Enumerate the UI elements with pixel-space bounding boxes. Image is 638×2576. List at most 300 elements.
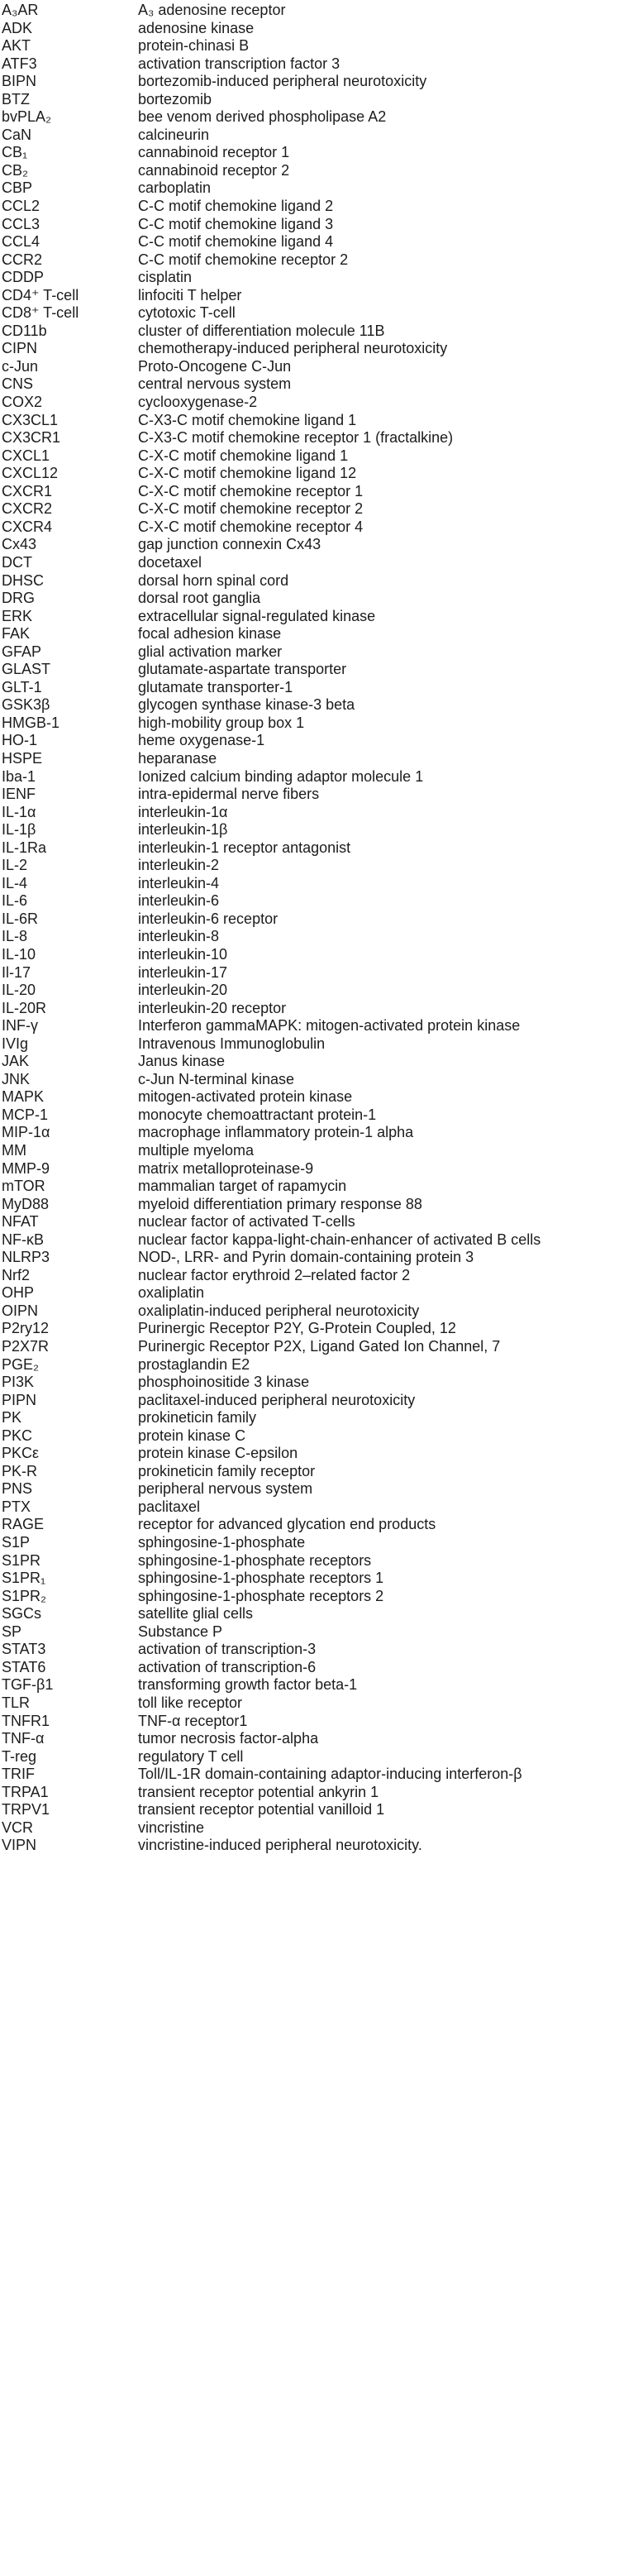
abbreviation-term: CD11b [2, 322, 47, 339]
abbreviation-term: RAGE [2, 1516, 45, 1533]
abbreviation-definition: monocyte chemoattractant protein-1 [138, 1106, 377, 1123]
abbreviation-definition: mammalian target of rapamycin [138, 1178, 347, 1195]
abbreviation-definition: cannabinoid receptor 1 [138, 144, 290, 161]
abbreviation-row [0, 198, 638, 216]
abbreviation-row [0, 1427, 638, 1446]
abbreviation-row [0, 162, 638, 180]
abbreviation-definition: paclitaxel-induced peripheral neurotoxicity [138, 1391, 416, 1408]
abbreviation-row [0, 55, 638, 74]
abbreviation-term: IL-8 [2, 928, 28, 945]
abbreviation-definition: C-X-C motif chemokine receptor 4 [138, 518, 364, 535]
abbreviation-term: HO-1 [2, 732, 38, 749]
abbreviation-term: mTOR [2, 1178, 45, 1195]
abbreviation-term: GFAP [2, 643, 42, 660]
abbreviation-term: CNS [2, 375, 34, 393]
abbreviation-definition: bortezomib-induced peripheral neurotoxicity [138, 73, 427, 90]
abbreviation-definition: nuclear factor erythroid 2–related factor 2 [138, 1266, 411, 1283]
abbreviation-definition: bortezomib [138, 90, 212, 108]
abbreviation-definition: high-mobility group box 1 [138, 714, 305, 731]
abbreviation-term: CXCR1 [2, 482, 53, 499]
abbreviation-term: OIPN [2, 1302, 39, 1319]
abbreviation-term: P2ry12 [2, 1320, 50, 1337]
abbreviation-term: PI3K [2, 1374, 35, 1391]
abbreviation-row [0, 1231, 638, 1250]
abbreviation-term: MAPK [2, 1088, 45, 1106]
abbreviation-row [0, 1267, 638, 1285]
abbreviation-definition: dorsal horn spinal cord [138, 571, 289, 589]
abbreviation-definition: prokineticin family receptor [138, 1462, 316, 1479]
abbreviation-row [0, 786, 638, 804]
abbreviation-row [0, 233, 638, 251]
abbreviation-term: HSPE [2, 749, 43, 767]
abbreviation-term: GLT-1 [2, 678, 42, 695]
abbreviation-row [0, 892, 638, 910]
abbreviation-row [0, 412, 638, 430]
abbreviation-term: NF-κB [2, 1231, 44, 1248]
abbreviation-definition: C-X-C motif chemokine ligand 1 [138, 447, 349, 464]
abbreviation-definition: mitogen-activated protein kinase [138, 1088, 353, 1106]
abbreviation-row [0, 857, 638, 875]
abbreviation-row [0, 1374, 638, 1392]
abbreviation-row [0, 572, 638, 590]
abbreviation-definition: Substance P [138, 1623, 223, 1640]
abbreviation-row [0, 1641, 638, 1659]
abbreviation-definition: protein-chinasi B [138, 37, 250, 55]
abbreviation-row [0, 1392, 638, 1410]
abbreviation-definition: prostaglandin E2 [138, 1355, 250, 1373]
abbreviation-row [0, 1784, 638, 1802]
abbreviation-row [0, 2, 638, 20]
abbreviation-term: IL-4 [2, 874, 28, 891]
abbreviation-term: IL-2 [2, 857, 28, 874]
abbreviation-definition: cannabinoid receptor 2 [138, 161, 290, 179]
abbreviation-definition: prokineticin family [138, 1409, 257, 1427]
abbreviation-term: TRIF [2, 1766, 35, 1783]
abbreviation-term: HMGB-1 [2, 714, 60, 731]
abbreviation-row [0, 750, 638, 768]
abbreviation-term: NFAT [2, 1213, 39, 1231]
abbreviation-definition: bee venom derived phospholipase A2 [138, 108, 387, 126]
abbreviation-definition: dorsal root ganglia [138, 590, 261, 607]
abbreviation-definition: c-Jun N-terminal kinase [138, 1070, 295, 1087]
abbreviation-term: PK [2, 1409, 22, 1427]
abbreviation-row [0, 982, 638, 1000]
abbreviation-definition: sphingosine-1-phosphate [138, 1534, 306, 1551]
abbreviation-term: CX3CR1 [2, 429, 61, 447]
abbreviation-term: GLAST [2, 661, 51, 678]
abbreviation-row [0, 964, 638, 982]
abbreviation-definition: glycogen synthase kinase-3 beta [138, 696, 355, 714]
abbreviation-term: TNFR1 [2, 1712, 50, 1729]
abbreviation-definition: transient receptor potential vanilloid 1 [138, 1801, 385, 1818]
abbreviation-definition: vincristine-induced peripheral neurotoxicity. [138, 1837, 422, 1854]
abbreviation-row [0, 1463, 638, 1481]
abbreviation-definition: macrophage inflammatory protein-1 alpha [138, 1124, 414, 1141]
abbreviation-definition: cluster of differentiation molecule 11B [138, 322, 385, 339]
abbreviation-definition: Ionized calcium binding adaptor molecule 1 [138, 767, 424, 785]
abbreviation-row [0, 269, 638, 287]
abbreviation-definition: C-X-C motif chemokine ligand 12 [138, 465, 357, 482]
abbreviation-row [0, 1284, 638, 1302]
abbreviation-term: IL-20R [2, 999, 47, 1016]
abbreviation-row [0, 1302, 638, 1321]
abbreviation-definition: sphingosine-1-phosphate receptors 2 [138, 1587, 384, 1604]
abbreviation-term: DHSC [2, 571, 45, 589]
abbreviation-definition: cisplatin [138, 269, 193, 286]
abbreviation-row [0, 1017, 638, 1035]
abbreviation-definition: activation of transcription-6 [138, 1658, 317, 1675]
abbreviation-term: Il-17 [2, 963, 31, 981]
abbreviation-row [0, 1659, 638, 1677]
abbreviation-term: CaN [2, 126, 32, 143]
abbreviation-row [0, 946, 638, 964]
abbreviation-row [0, 928, 638, 946]
abbreviation-row [0, 20, 638, 38]
abbreviation-definition: interleukin-17 [138, 963, 228, 981]
abbreviation-term: bvPLA₂ [2, 108, 52, 126]
abbreviation-definition: activation of transcription-3 [138, 1641, 317, 1658]
abbreviation-row [0, 1035, 638, 1054]
abbreviation-row [0, 1142, 638, 1160]
abbreviation-row [0, 554, 638, 572]
abbreviation-definition: interleukin-1β [138, 821, 228, 839]
abbreviation-definition: protein kinase C [138, 1427, 246, 1444]
abbreviation-term: IL-6R [2, 910, 39, 927]
abbreviation-definition: sphingosine-1-phosphate receptors [138, 1551, 372, 1569]
abbreviation-term: IENF [2, 786, 36, 803]
abbreviation-row [0, 358, 638, 376]
abbreviation-term: GSK3β [2, 696, 50, 714]
abbreviation-definition: NOD-, LRR- and Pyrin domain-containing protein 3 [138, 1249, 474, 1266]
abbreviation-row [0, 37, 638, 55]
abbreviation-definition: central nervous system [138, 375, 292, 393]
abbreviation-definition: linfociti T helper [138, 286, 242, 303]
abbreviation-term: S1P [2, 1534, 31, 1551]
abbreviation-row [0, 839, 638, 858]
abbreviation-definition: focal adhesion kinase [138, 625, 282, 643]
abbreviation-row [0, 1178, 638, 1196]
abbreviation-term: TNF-α [2, 1730, 45, 1747]
abbreviation-definition: Toll/IL-1R domain-containing adaptor-inducing interferon-β [138, 1766, 522, 1783]
abbreviation-definition: heme oxygenase-1 [138, 732, 265, 749]
abbreviation-term: TLR [2, 1694, 31, 1711]
abbreviation-term: ATF3 [2, 55, 37, 72]
abbreviation-term: c-Jun [2, 357, 39, 375]
abbreviation-definition: interleukin-1 receptor antagonist [138, 839, 351, 856]
abbreviation-term: CXCL12 [2, 465, 59, 482]
abbreviation-definition: extracellular signal-regulated kinase [138, 607, 376, 624]
abbreviation-term: MCP-1 [2, 1106, 49, 1123]
abbreviation-term: CDDP [2, 269, 45, 286]
abbreviation-term: STAT3 [2, 1641, 46, 1658]
abbreviation-term: IL-6 [2, 892, 28, 910]
abbreviation-term: BIPN [2, 73, 37, 90]
abbreviation-row [0, 1498, 638, 1517]
abbreviation-definition: glial activation marker [138, 643, 283, 660]
abbreviation-term: IL-1β [2, 821, 36, 839]
abbreviation-row [0, 73, 638, 91]
abbreviation-term: TRPV1 [2, 1801, 50, 1818]
abbreviation-row [0, 1730, 638, 1748]
abbreviation-definition: calcineurin [138, 126, 210, 143]
abbreviation-term: S1PR₁ [2, 1570, 46, 1587]
abbreviation-row [0, 1516, 638, 1534]
abbreviation-definition: chemotherapy-induced peripheral neurotoxicity [138, 340, 448, 357]
abbreviation-definition: intra-epidermal nerve fibers [138, 786, 320, 803]
abbreviation-term: CD4⁺ T-cell [2, 286, 79, 303]
abbreviation-definition: carboplatin [138, 179, 212, 197]
abbreviation-definition: Janus kinase [138, 1053, 226, 1070]
abbreviation-row [0, 340, 638, 358]
abbreviation-row [0, 1409, 638, 1427]
abbreviation-term: Iba-1 [2, 767, 36, 785]
abbreviation-row [0, 643, 638, 662]
abbreviation-row [0, 714, 638, 733]
abbreviation-term: VCR [2, 1818, 34, 1836]
abbreviation-row [0, 696, 638, 714]
abbreviation-definition: matrix metalloproteinase-9 [138, 1159, 314, 1177]
abbreviation-definition: C-C motif chemokine receptor 2 [138, 251, 349, 268]
abbreviation-row [0, 1748, 638, 1766]
abbreviation-term: CXCR4 [2, 518, 53, 535]
abbreviation-definition: C-X3-C motif chemokine receptor 1 (fractalkine) [138, 429, 454, 447]
abbreviation-definition: interleukin-4 [138, 874, 220, 891]
abbreviation-term: CCL3 [2, 215, 40, 232]
abbreviation-row [0, 1071, 638, 1089]
abbreviation-term: IL-20 [2, 982, 36, 999]
abbreviation-row [0, 1106, 638, 1125]
abbreviation-row [0, 1801, 638, 1819]
abbreviation-term: DCT [2, 553, 32, 571]
abbreviation-row [0, 1676, 638, 1694]
abbreviation-definition: gap junction connexin Cx43 [138, 536, 321, 553]
abbreviation-row [0, 1694, 638, 1713]
abbreviation-term: PTX [2, 1498, 31, 1515]
abbreviation-row [0, 1623, 638, 1642]
abbreviation-row [0, 108, 638, 127]
abbreviation-row [0, 127, 638, 145]
abbreviation-row [0, 1356, 638, 1374]
abbreviation-row [0, 1766, 638, 1784]
abbreviation-term: MyD88 [2, 1195, 50, 1212]
abbreviation-term: CX3CL1 [2, 411, 59, 428]
abbreviation-term: CBP [2, 179, 33, 197]
abbreviation-term: PNS [2, 1480, 33, 1498]
abbreviation-row [0, 144, 638, 162]
abbreviation-row [0, 1570, 638, 1588]
abbreviation-term: CB₂ [2, 161, 28, 179]
abbreviation-definition: C-C motif chemokine ligand 2 [138, 198, 334, 215]
abbreviation-term: CCL2 [2, 198, 40, 215]
abbreviation-definition: C-X-C motif chemokine receptor 1 [138, 482, 364, 499]
abbreviation-definition: Purinergic Receptor P2Y, G-Protein Coupled, 12 [138, 1320, 456, 1337]
abbreviation-definition: Proto-Oncogene C-Jun [138, 357, 292, 375]
abbreviation-row [0, 304, 638, 323]
abbreviation-row [0, 768, 638, 786]
abbreviation-definition: sphingosine-1-phosphate receptors 1 [138, 1570, 384, 1587]
abbreviation-term: NLRP3 [2, 1249, 50, 1266]
abbreviation-definition: cyclooxygenase-2 [138, 394, 258, 411]
abbreviation-definition: interleukin-20 [138, 982, 228, 999]
abbreviation-definition: interleukin-6 [138, 892, 220, 910]
abbreviation-term: IVIg [2, 1035, 29, 1052]
abbreviation-term: VIPN [2, 1837, 37, 1854]
abbreviation-row [0, 1819, 638, 1838]
abbreviation-row [0, 1053, 638, 1071]
abbreviation-term: JAK [2, 1053, 30, 1070]
abbreviation-definition: oxaliplatin [138, 1284, 205, 1302]
abbreviation-definition: interleukin-8 [138, 928, 220, 945]
abbreviation-definition: nuclear factor of activated T-cells [138, 1213, 355, 1231]
abbreviation-definition: A₃ adenosine receptor [138, 2, 286, 18]
abbreviation-row [0, 1552, 638, 1570]
abbreviation-row [0, 1534, 638, 1552]
abbreviation-row [0, 465, 638, 483]
abbreviation-definition: interleukin-2 [138, 857, 220, 874]
abbreviation-term: SGCs [2, 1605, 42, 1623]
abbreviation-term: MMP-9 [2, 1159, 50, 1177]
abbreviation-term: Cx43 [2, 536, 37, 553]
abbreviation-definition: toll like receptor [138, 1694, 243, 1711]
abbreviation-definition: satellite glial cells [138, 1605, 254, 1623]
abbreviation-row [0, 1445, 638, 1463]
abbreviation-row [0, 625, 638, 643]
abbreviation-definition: transient receptor potential ankyrin 1 [138, 1783, 379, 1800]
abbreviation-definition: C-C motif chemokine ligand 3 [138, 215, 334, 232]
abbreviation-definition: C-C motif chemokine ligand 4 [138, 233, 334, 251]
abbreviation-definition: adenosine kinase [138, 19, 255, 36]
abbreviation-row [0, 1213, 638, 1231]
abbreviation-definition: activation transcription factor 3 [138, 55, 340, 72]
abbreviation-row [0, 1338, 638, 1356]
abbreviation-row [0, 519, 638, 537]
abbreviation-term: FAK [2, 625, 31, 643]
abbreviation-row [0, 1160, 638, 1178]
abbreviation-definition: TNF-α receptor1 [138, 1712, 248, 1729]
abbreviation-row [0, 483, 638, 501]
abbreviation-row [0, 447, 638, 466]
abbreviation-term: PGE₂ [2, 1355, 39, 1373]
abbreviation-row [0, 323, 638, 341]
abbreviation-term: CXCR2 [2, 500, 53, 518]
abbreviation-term: JNK [2, 1070, 31, 1087]
abbreviation-row [0, 1124, 638, 1142]
abbreviation-definition: C-X3-C motif chemokine ligand 1 [138, 411, 357, 428]
abbreviation-row [0, 1588, 638, 1606]
abbreviation-row [0, 1837, 638, 1855]
abbreviation-term: SP [2, 1623, 22, 1640]
abbreviation-term: CCR2 [2, 251, 43, 268]
abbreviation-term: ADK [2, 19, 33, 36]
abbreviation-definition: nuclear factor kappa-light-chain-enhancer of activated B cells [138, 1231, 541, 1248]
abbreviation-row [0, 590, 638, 608]
abbreviation-term: MIP-1α [2, 1124, 50, 1141]
abbreviation-row [0, 1605, 638, 1623]
abbreviation-definition: interleukin-20 receptor [138, 999, 287, 1016]
abbreviation-term: S1PR₂ [2, 1587, 47, 1604]
abbreviation-term: STAT6 [2, 1658, 46, 1675]
abbreviation-row [0, 1480, 638, 1498]
abbreviation-row [0, 429, 638, 447]
abbreviation-definition: regulatory T cell [138, 1747, 244, 1765]
abbreviation-term: PIPN [2, 1391, 37, 1408]
abbreviation-row [0, 1196, 638, 1214]
abbreviation-term: AKT [2, 37, 31, 55]
abbreviation-term: CCL4 [2, 233, 40, 251]
abbreviation-definition: peripheral nervous system [138, 1480, 313, 1498]
abbreviation-row [0, 216, 638, 234]
abbreviation-term: P2X7R [2, 1338, 50, 1355]
abbreviation-definition: vincristine [138, 1818, 205, 1836]
abbreviation-row [0, 732, 638, 750]
abbreviation-row [0, 1088, 638, 1106]
abbreviation-term: CD8⁺ T-cell [2, 304, 79, 322]
abbreviation-row [0, 608, 638, 626]
abbreviation-term: ERK [2, 607, 33, 624]
abbreviation-row [0, 1000, 638, 1018]
abbreviation-term: DRG [2, 590, 35, 607]
abbreviation-definition: glutamate transporter-1 [138, 678, 293, 695]
abbreviation-definition: myeloid differentiation primary response 88 [138, 1195, 422, 1212]
abbreviation-row [0, 875, 638, 893]
abbreviation-term: IL-1Ra [2, 839, 47, 856]
abbreviation-row [0, 536, 638, 554]
abbreviation-row [0, 500, 638, 519]
abbreviation-row [0, 1713, 638, 1731]
abbreviation-definition: interleukin-6 receptor [138, 910, 279, 927]
abbreviation-row [0, 375, 638, 394]
abbreviation-term: CB₁ [2, 144, 28, 161]
abbreviation-term: IL-10 [2, 945, 36, 963]
abbreviation-definition: Intravenous Immunoglobulin [138, 1035, 326, 1052]
abbreviation-row [0, 1249, 638, 1267]
abbreviation-term: IL-1α [2, 803, 36, 820]
abbreviation-definition: phosphoinositide 3 kinase [138, 1374, 310, 1391]
abbreviation-definition: C-X-C motif chemokine receptor 2 [138, 500, 364, 518]
abbreviation-definition: multiple myeloma [138, 1142, 255, 1159]
abbreviation-term: INF-γ [2, 1017, 38, 1035]
abbreviation-row [0, 910, 638, 929]
abbreviation-term: MM [2, 1142, 26, 1159]
abbreviation-term: T-reg [2, 1747, 37, 1765]
abbreviation-term: COX2 [2, 394, 43, 411]
abbreviation-definition: interleukin-10 [138, 945, 228, 963]
abbreviation-term: PKC [2, 1427, 33, 1444]
abbreviation-definition: Interferon gammaMAPK: mitogen-activated protein kinase [138, 1017, 521, 1035]
abbreviation-term: PK-R [2, 1462, 38, 1479]
abbreviation-row [0, 91, 638, 109]
abbreviation-term: CXCL1 [2, 447, 50, 464]
abbreviation-definition: interleukin-1α [138, 803, 228, 820]
abbreviation-definition: cytotoxic T-cell [138, 304, 236, 322]
abbreviation-row [0, 804, 638, 822]
abbreviation-definition: receptor for advanced glycation end products [138, 1516, 436, 1533]
abbreviation-term: CIPN [2, 340, 38, 357]
abbreviation-row [0, 679, 638, 697]
abbreviation-definition: glutamate-aspartate transporter [138, 661, 347, 678]
abbreviation-definition: Purinergic Receptor P2X, Ligand Gated Ion Channel, 7 [138, 1338, 501, 1355]
abbreviation-term: OHP [2, 1284, 35, 1302]
abbreviation-row [0, 287, 638, 305]
abbreviation-definition: paclitaxel [138, 1498, 201, 1515]
abbreviation-definition: heparanase [138, 749, 217, 767]
abbreviation-term: TRPA1 [2, 1783, 49, 1800]
abbreviation-definition: transforming growth factor beta-1 [138, 1676, 358, 1694]
abbreviation-term: Nrf2 [2, 1266, 31, 1283]
abbreviation-definition: protein kinase C-epsilon [138, 1445, 298, 1462]
abbreviation-definition: docetaxel [138, 553, 202, 571]
abbreviation-term: A₃AR [2, 2, 39, 18]
